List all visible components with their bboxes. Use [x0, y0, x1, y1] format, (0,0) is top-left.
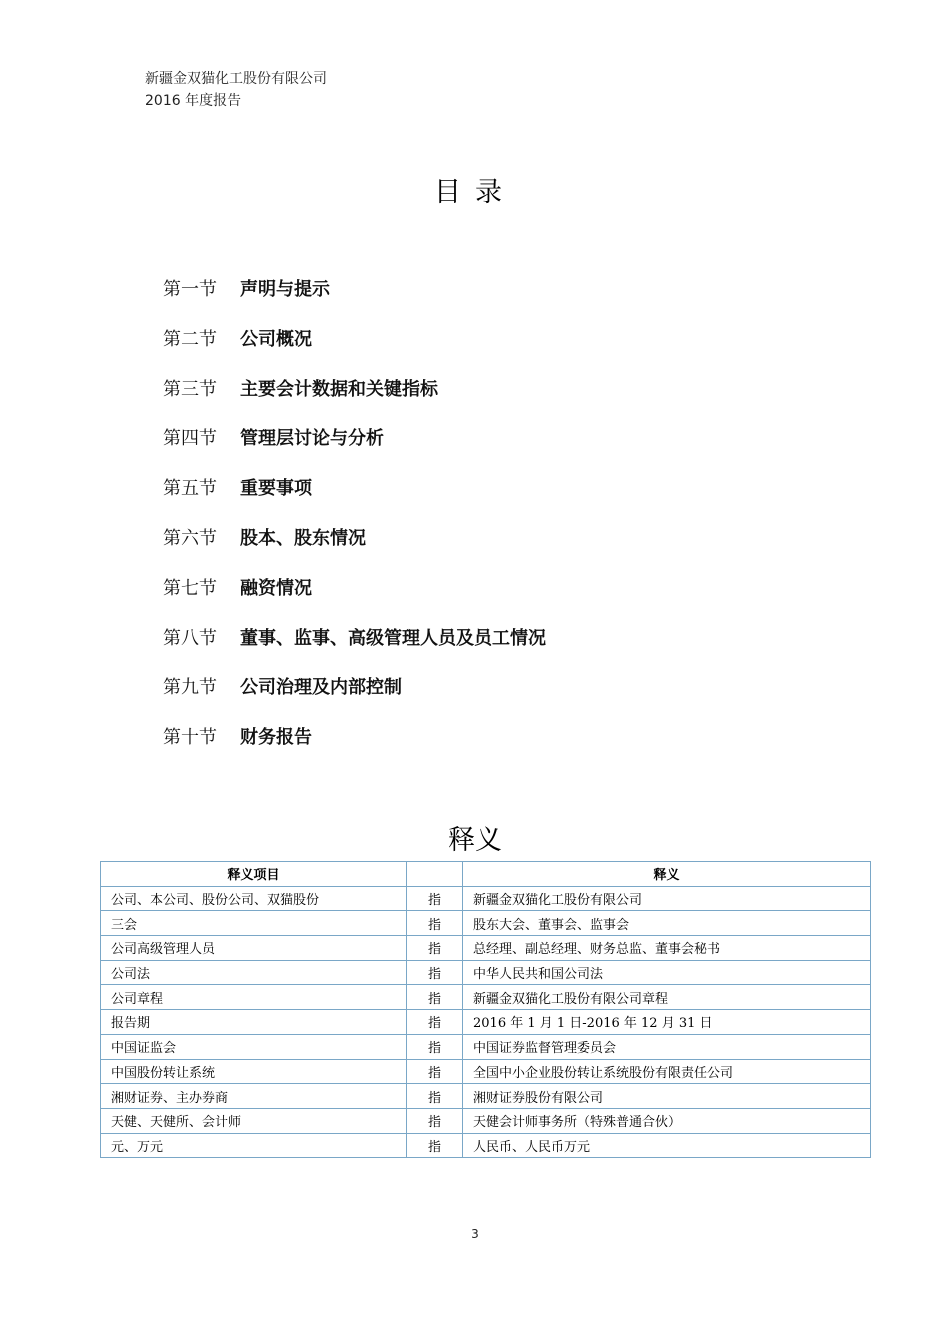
table-row	[101, 1059, 871, 1084]
term-cell: 三会	[101, 911, 407, 936]
meaning-cell: 天健会计师事务所（特殊普通合伙）	[463, 1108, 871, 1133]
toc-item[interactable]	[163, 425, 546, 475]
header-meaning: 释义	[463, 862, 871, 887]
table-row	[101, 1034, 871, 1059]
toc-section: 第五节	[163, 478, 217, 500]
toc-section: 第七节	[163, 577, 217, 599]
toc-section: 第二节	[163, 328, 217, 350]
table-row	[101, 911, 871, 936]
term-cell: 报告期	[101, 1010, 407, 1035]
term-cell: 公司法	[101, 960, 407, 985]
term-cell: 天健、天健所、会计师	[101, 1108, 407, 1133]
refers-cell: 指	[407, 960, 463, 985]
toc-name: 公司概况	[240, 328, 312, 350]
toc-section: 第一节	[163, 279, 217, 300]
meaning-cell: 新疆金双猫化工股份有限公司章程	[463, 985, 871, 1010]
toc-title: 目录	[434, 177, 516, 208]
refers-cell: 指	[407, 1034, 463, 1059]
toc-item[interactable]	[163, 575, 546, 625]
term-cell: 公司章程	[101, 985, 407, 1010]
meaning-cell: 2016 年 1 月 1 日-2016 年 12 月 31 日	[463, 1010, 871, 1035]
refers-cell: 指	[407, 1010, 463, 1035]
toc-name: 股本、股东情况	[240, 527, 366, 549]
refers-cell: 指	[407, 1084, 463, 1109]
term-cell: 中国证监会	[101, 1034, 407, 1059]
table-row	[101, 1133, 871, 1158]
meaning-cell: 中华人民共和国公司法	[463, 960, 871, 985]
toc-section: 第十节	[163, 727, 217, 749]
toc-name: 管理层讨论与分析	[240, 428, 384, 450]
toc-section: 第九节	[163, 677, 217, 699]
meaning-cell: 全国中小企业股份转让系统股份有限责任公司	[463, 1059, 871, 1084]
term-cell: 元、万元	[101, 1133, 407, 1158]
refers-cell: 指	[407, 1059, 463, 1084]
refers-cell: 指	[407, 936, 463, 961]
toc-section: 第四节	[163, 428, 217, 450]
page-number: 3	[471, 1227, 479, 1241]
table-row	[101, 1010, 871, 1035]
toc-section: 第三节	[163, 378, 217, 400]
meaning-cell: 新疆金双猫化工股份有限公司	[463, 886, 871, 911]
company-name: 新疆金双猫化工股份有限公司	[145, 71, 327, 87]
toc-item[interactable]	[163, 276, 546, 326]
term-cell: 湘财证券、主办券商	[101, 1084, 407, 1109]
table-header-row	[101, 862, 871, 887]
header-term: 释义项目	[101, 862, 407, 887]
refers-cell: 指	[407, 1108, 463, 1133]
term-cell: 公司、本公司、股份公司、双猫股份	[101, 886, 407, 911]
toc-item[interactable]	[163, 475, 546, 525]
toc-item[interactable]	[163, 674, 546, 724]
toc-item[interactable]	[163, 326, 546, 376]
definitions-table	[100, 861, 871, 1158]
table-row	[101, 886, 871, 911]
toc-item[interactable]	[163, 724, 546, 774]
table-row	[101, 936, 871, 961]
header-blank	[407, 862, 463, 887]
report-year: 2016 年度报告	[145, 93, 242, 109]
meaning-cell: 湘财证券股份有限公司	[463, 1084, 871, 1109]
toc-name: 重要事项	[240, 478, 312, 500]
table-row	[101, 1108, 871, 1133]
toc-item[interactable]	[163, 525, 546, 575]
meaning-cell: 股东大会、董事会、监事会	[463, 911, 871, 936]
page-header	[145, 68, 327, 112]
term-cell: 中国股份转让系统	[101, 1059, 407, 1084]
toc-name: 董事、监事、高级管理人员及员工情况	[240, 627, 546, 649]
meaning-cell: 人民币、人民币万元	[463, 1133, 871, 1158]
meaning-cell: 总经理、副总经理、财务总监、董事会秘书	[463, 936, 871, 961]
toc-name: 公司治理及内部控制	[240, 677, 402, 699]
toc-name: 声明与提示	[240, 279, 330, 300]
toc-section: 第六节	[163, 527, 217, 549]
meaning-cell: 中国证券监督管理委员会	[463, 1034, 871, 1059]
refers-cell: 指	[407, 886, 463, 911]
toc-name: 财务报告	[240, 727, 312, 749]
toc-name: 融资情况	[240, 577, 312, 599]
term-cell: 公司高级管理人员	[101, 936, 407, 961]
toc-item[interactable]	[163, 625, 546, 675]
refers-cell: 指	[407, 1133, 463, 1158]
toc-name: 主要会计数据和关键指标	[240, 378, 438, 400]
definitions-title: 释义	[448, 825, 502, 856]
refers-cell: 指	[407, 985, 463, 1010]
table-row	[101, 985, 871, 1010]
table-row	[101, 960, 871, 985]
refers-cell: 指	[407, 911, 463, 936]
toc-section: 第八节	[163, 627, 217, 649]
table-row	[101, 1084, 871, 1109]
toc-item[interactable]	[163, 376, 546, 426]
table-of-contents	[163, 276, 546, 774]
